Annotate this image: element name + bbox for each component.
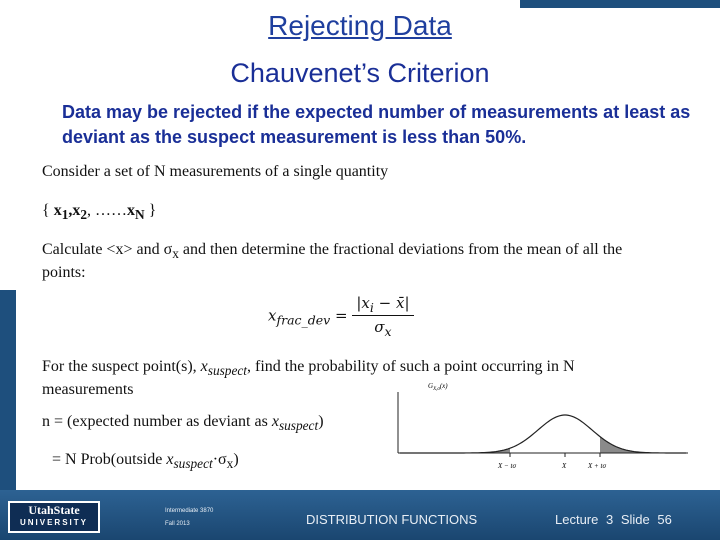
paragraph-calculate: Calculate <x> and $\sigma_x$ and then determine the fractional deviations from the mean of all the points: bbox=[42, 241, 623, 282]
label-mean: X bbox=[562, 462, 567, 470]
usu-logo: UtahState UNIVERSITY bbox=[8, 501, 100, 533]
fractional-deviation-formula: $x_{frac\_dev}$ = $\frac{|x_i - x̄|}{\sigma_x}$ bbox=[268, 294, 414, 339]
graph-y-label: $G_{X,\sigma}(x)$ bbox=[428, 382, 448, 392]
paragraph-set-intro: Consider a set of N measurements of a single quantity bbox=[42, 163, 389, 180]
paragraph-expected-number: n = (expected number as deviant as $x_{suspect}$) bbox=[42, 413, 324, 434]
topic-label: DISTRIBUTION FUNCTIONS bbox=[306, 512, 478, 527]
label-mean-minus-t-sigma: X − tσ bbox=[498, 462, 516, 470]
paragraph-suspect-point: For the suspect point(s), $x_{suspect}$, find the probability of such a point occurring in N measurements bbox=[42, 358, 575, 399]
top-accent-bar bbox=[520, 0, 720, 8]
term-label: Fall 2013 bbox=[165, 521, 190, 527]
lead-statement: Data may be rejected if the expected number of measurements at least as deviant as the suspect measurement is less than 50%. bbox=[62, 102, 691, 147]
formula-fraction: $\frac{|x_i - x̄|}{\sigma_x}$ bbox=[352, 294, 413, 339]
left-accent-bar bbox=[0, 290, 16, 490]
slide-title: Rejecting Data bbox=[268, 10, 452, 41]
slide-subtitle: Chauvenet’s Criterion bbox=[230, 58, 490, 88]
footer-bar bbox=[0, 490, 720, 540]
measurement-set: { $x_1,x_2$, $\dots\dots x_N$ } bbox=[42, 202, 157, 223]
paragraph-probability: = N Prob(outside $x_{suspect}\cdot\sigma_x$) bbox=[52, 451, 239, 472]
gaussian-tail-graph bbox=[388, 378, 692, 480]
gaussian-curve bbox=[400, 415, 686, 453]
label-mean-plus-t-sigma: X + tσ bbox=[588, 462, 606, 470]
lecture-slide-number: Lecture 3 Slide 56 bbox=[555, 512, 672, 527]
course-label: Intermediate 3870 bbox=[165, 508, 214, 514]
